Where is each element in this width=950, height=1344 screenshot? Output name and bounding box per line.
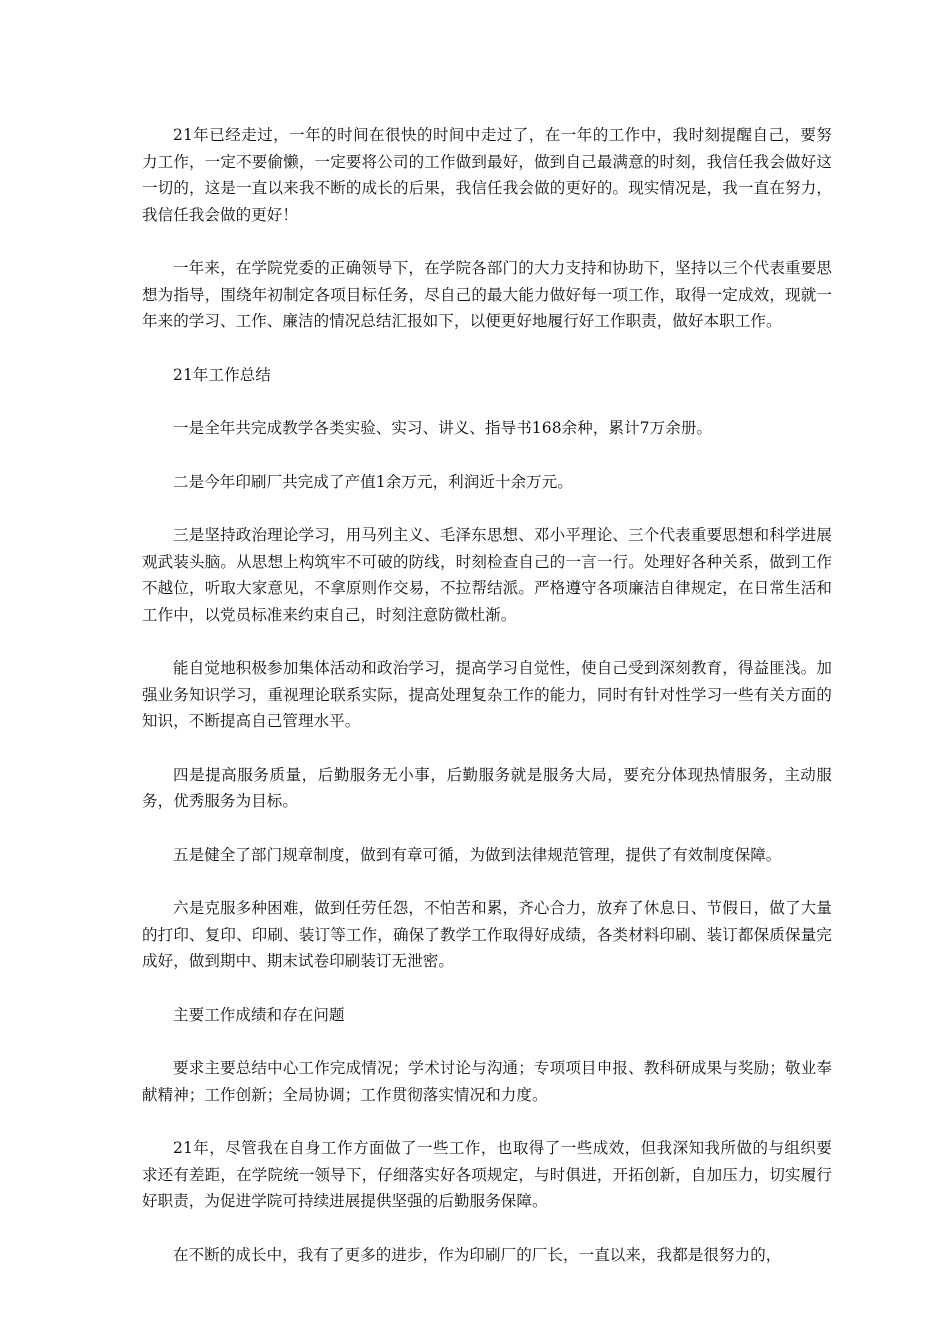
paragraph-item-1: 一是全年共完成教学各类实验、实习、讲义、指导书168余种，累计7万余册。	[173, 419, 713, 437]
paragraph-item-3: 三是坚持政治理论学习，用马列主义、毛泽东思想、邓小平理论、三个代表重要思想和科学进展观武装头脑。从思想上构筑牢不可破的防线，时刻检查自己的一言一行。处理好各种关系，做到工作不越位，听取大家意见，不拿原则作交易，不拉帮结派。严格遵守各项廉洁自律规定，在日常生活和工作中，以党员标准来约束自己，时刻注意防微杜渐。	[142, 526, 832, 624]
paragraph-overview: 一年来，在学院党委的正确领导下，在学院各部门的大力支持和协助下，坚持以三个代表重要思想为指导，围绕年初制定各项目标任务，尽自己的最大能力做好每一项工作，取得一定成效，现就一年来的学习、工作、廉洁的情况总结汇报如下，以便更好地履行好工作职责，做好本职工作。	[142, 259, 832, 330]
paragraph-reflection: 21年，尽管我在自身工作方面做了一些工作，也取得了一些成效，但我深知我所做的与组织要求还有差距，在学院统一领导下，仔细落实好各项规定，与时俱进，开拓创新，自加压力，切实履行好职责，为促进学院可持续进展提供坚强的后勤服务保障。	[142, 1139, 832, 1210]
document-body	[142, 122, 832, 1295]
section-heading-achievements: 主要工作成绩和存在问题	[173, 1005, 345, 1024]
paragraph-requirements: 要求主要总结中心工作完成情况；学术讨论与沟通；专项项目申报、教科研成果与奖励；敬业奉献精神；工作创新；全局协调；工作贯彻落实情况和力度。	[142, 1059, 832, 1104]
paragraph-closing: 在不断的成长中，我有了更多的进步，作为印刷厂的厂长，一直以来，我都是很努力的，	[173, 1245, 782, 1264]
paragraph-item-6: 六是克服多种困难，做到任劳任怨，不怕苦和累，齐心合力，放弃了休息日、节假日，做了大量的打印、复印、印刷、装订等工作，确保了教学工作取得好成绩，各类材料印刷、装订都保质保量完成好，做到期中、期末试卷印刷装订无泄密。	[142, 899, 832, 970]
paragraph-item-5: 五是健全了部门规章制度，做到有章可循，为做到法律规范管理，提供了有效制度保障。	[173, 845, 782, 864]
paragraph-study: 能自觉地积极参加集体活动和政治学习，提高学习自觉性，使自己受到深刻教育，得益匪浅。加强业务知识学习，重视理论联系实际，提高处理复杂工作的能力，同时有针对性学习一些有关方面的知识，不断提高自己管理水平。	[142, 659, 832, 730]
paragraph-item-4: 四是提高服务质量，后勤服务无小事，后勤服务就是服务大局，要充分体现热情服务，主动服务，优秀服务为目标。	[142, 765, 832, 810]
paragraph-intro: 21年已经走过，一年的时间在很快的时间中走过了，在一年的工作中，我时刻提醒自己，要努力工作，一定不要偷懒，一定要将公司的工作做到最好，做到自己最满意的时刻，我信任我会做好这一切的，这是一直以来我不断的成长的后果，我信任我会做的更好的。现实情况是，我一直在努力，我信任我会做的更好！	[142, 126, 832, 224]
section-heading-summary: 21年工作总结	[173, 365, 271, 384]
paragraph-item-2: 二是今年印刷厂共完成了产值1余万元，利润近十余万元。	[173, 472, 573, 491]
